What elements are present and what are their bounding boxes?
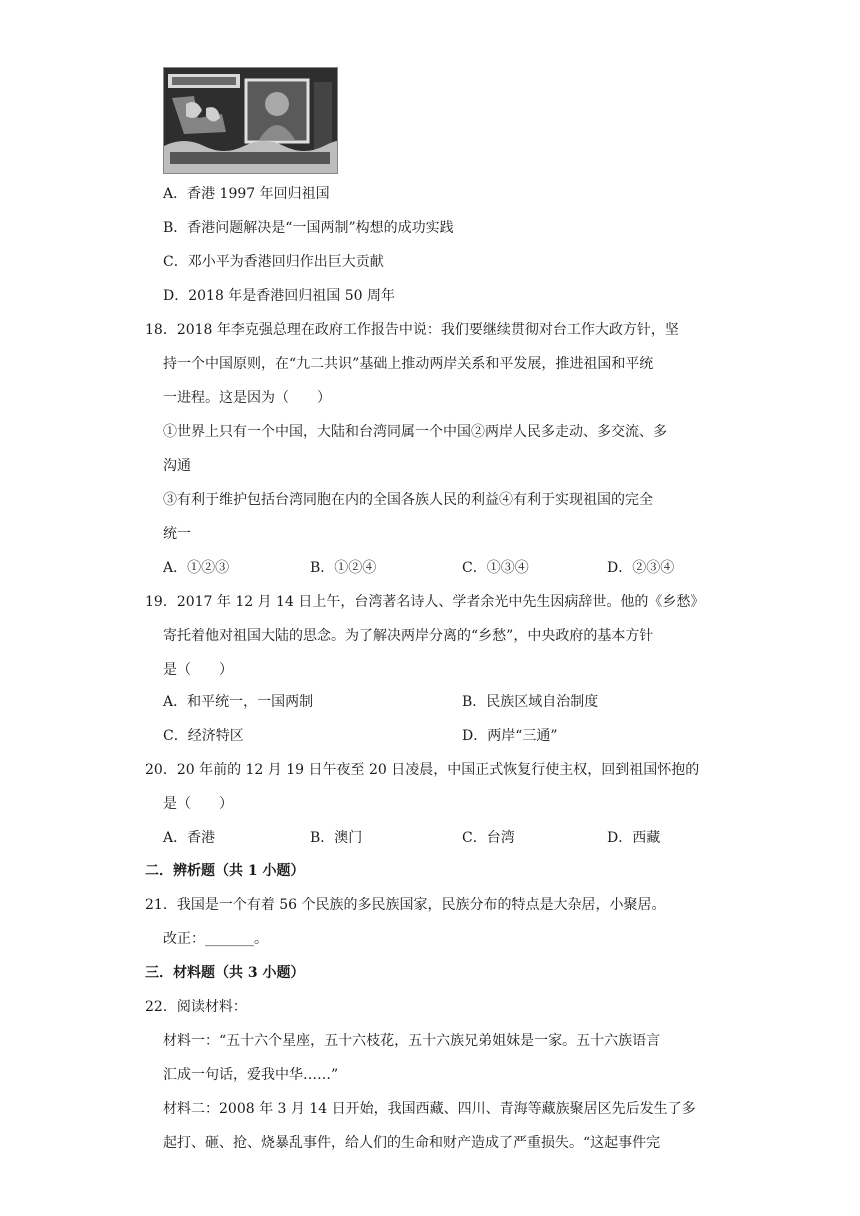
- q18-stem-line: 持一个中国原则，在“九二共识”基础上推动两岸关系和平发展，推进祖国和平统: [163, 356, 654, 372]
- q21-correction-blank: 改正：_______。: [163, 931, 268, 947]
- q19-stem-line: 是（ ）: [163, 662, 233, 678]
- q17-option-c: C．邓小平为香港回归作出巨大贡献: [163, 254, 384, 270]
- q18-stem-line: 一进程。这是因为（ ）: [163, 390, 331, 406]
- q18-option-d: D．②③④: [607, 560, 675, 576]
- q20-option-b: B．澳门: [310, 830, 363, 846]
- section-heading: 三．材料题（共 3 小题）: [145, 965, 305, 981]
- q19-stem-line: 19．2017 年 12 月 14 日上午，台湾著名诗人、学者余光中先生因病辞世。他的《乡愁》: [145, 594, 705, 610]
- stamp-photo: [164, 68, 337, 173]
- q18-stem-line: 18．2018 年李克强总理在政府工作报告中说：我们要继续贯彻对台工作大政方针，坚: [145, 322, 679, 338]
- q20-option-c: C．台湾: [462, 830, 515, 846]
- q18-statement-line: 沟通: [163, 458, 191, 474]
- q18-option-c: C．①③④: [462, 560, 529, 576]
- hong-kong-1997-stamp-image: [163, 67, 338, 174]
- q18-statement-line: 统一: [163, 526, 191, 542]
- q21-stem-line: 21．我国是一个有着 56 个民族的多民族国家，民族分布的特点是大杂居，小聚居。: [145, 897, 666, 913]
- q22-material-line: 材料一：“五十六个星座，五十六枝花，五十六族兄弟姐妹是一家。五十六族语言: [163, 1033, 661, 1049]
- q17-option-b: B．香港问题解决是“一国两制”构想的成功实践: [163, 220, 454, 236]
- section-heading: 二．辨析题（共 1 小题）: [145, 863, 305, 879]
- q22-material-line: 汇成一句话，爱我中华……”: [163, 1067, 339, 1083]
- q20-stem-line: 是（ ）: [163, 796, 233, 812]
- q18-option-b: B．①②④: [310, 560, 377, 576]
- q20-stem-line: 20．20 年前的 12 月 19 日午夜至 20 日凌晨，中国正式恢复行使主权，回到祖国怀抱的: [145, 762, 700, 778]
- q17-option-a: A．香港 1997 年回归祖国: [163, 186, 330, 202]
- q20-option-a: A．香港: [163, 830, 216, 846]
- q22-intro: 22．阅读材料：: [145, 999, 247, 1015]
- q18-option-a: A．①②③: [163, 560, 230, 576]
- q19-option-c: C．经济特区: [163, 728, 244, 744]
- q20-option-d: D．西藏: [607, 830, 661, 846]
- q19-option-a: A．和平统一，一国两制: [163, 694, 314, 710]
- q18-statement-line: ③有利于维护包括台湾同胞在内的全国各族人民的利益④有利于实现祖国的完全: [163, 492, 653, 508]
- q18-statement-line: ①世界上只有一个中国，大陆和台湾同属一个中国②两岸人民多走动、多交流、多: [163, 424, 667, 440]
- q22-material-line: 起打、砸、抢、烧暴乱事件，给人们的生命和财产造成了严重损失。“这起事件完: [163, 1135, 661, 1151]
- q19-option-b: B．民族区域自治制度: [462, 694, 599, 710]
- q22-material-line: 材料二：2008 年 3 月 14 日开始，我国西藏、四川、青海等藏族聚居区先后发生了多: [163, 1101, 696, 1117]
- q17-option-d: D．2018 年是香港回归祖国 50 周年: [163, 288, 396, 304]
- q19-stem-line: 寄托着他对祖国大陆的思念。为了解决两岸分离的“乡愁”，中央政府的基本方针: [163, 628, 654, 644]
- q19-option-d: D．两岸“三通”: [462, 728, 558, 744]
